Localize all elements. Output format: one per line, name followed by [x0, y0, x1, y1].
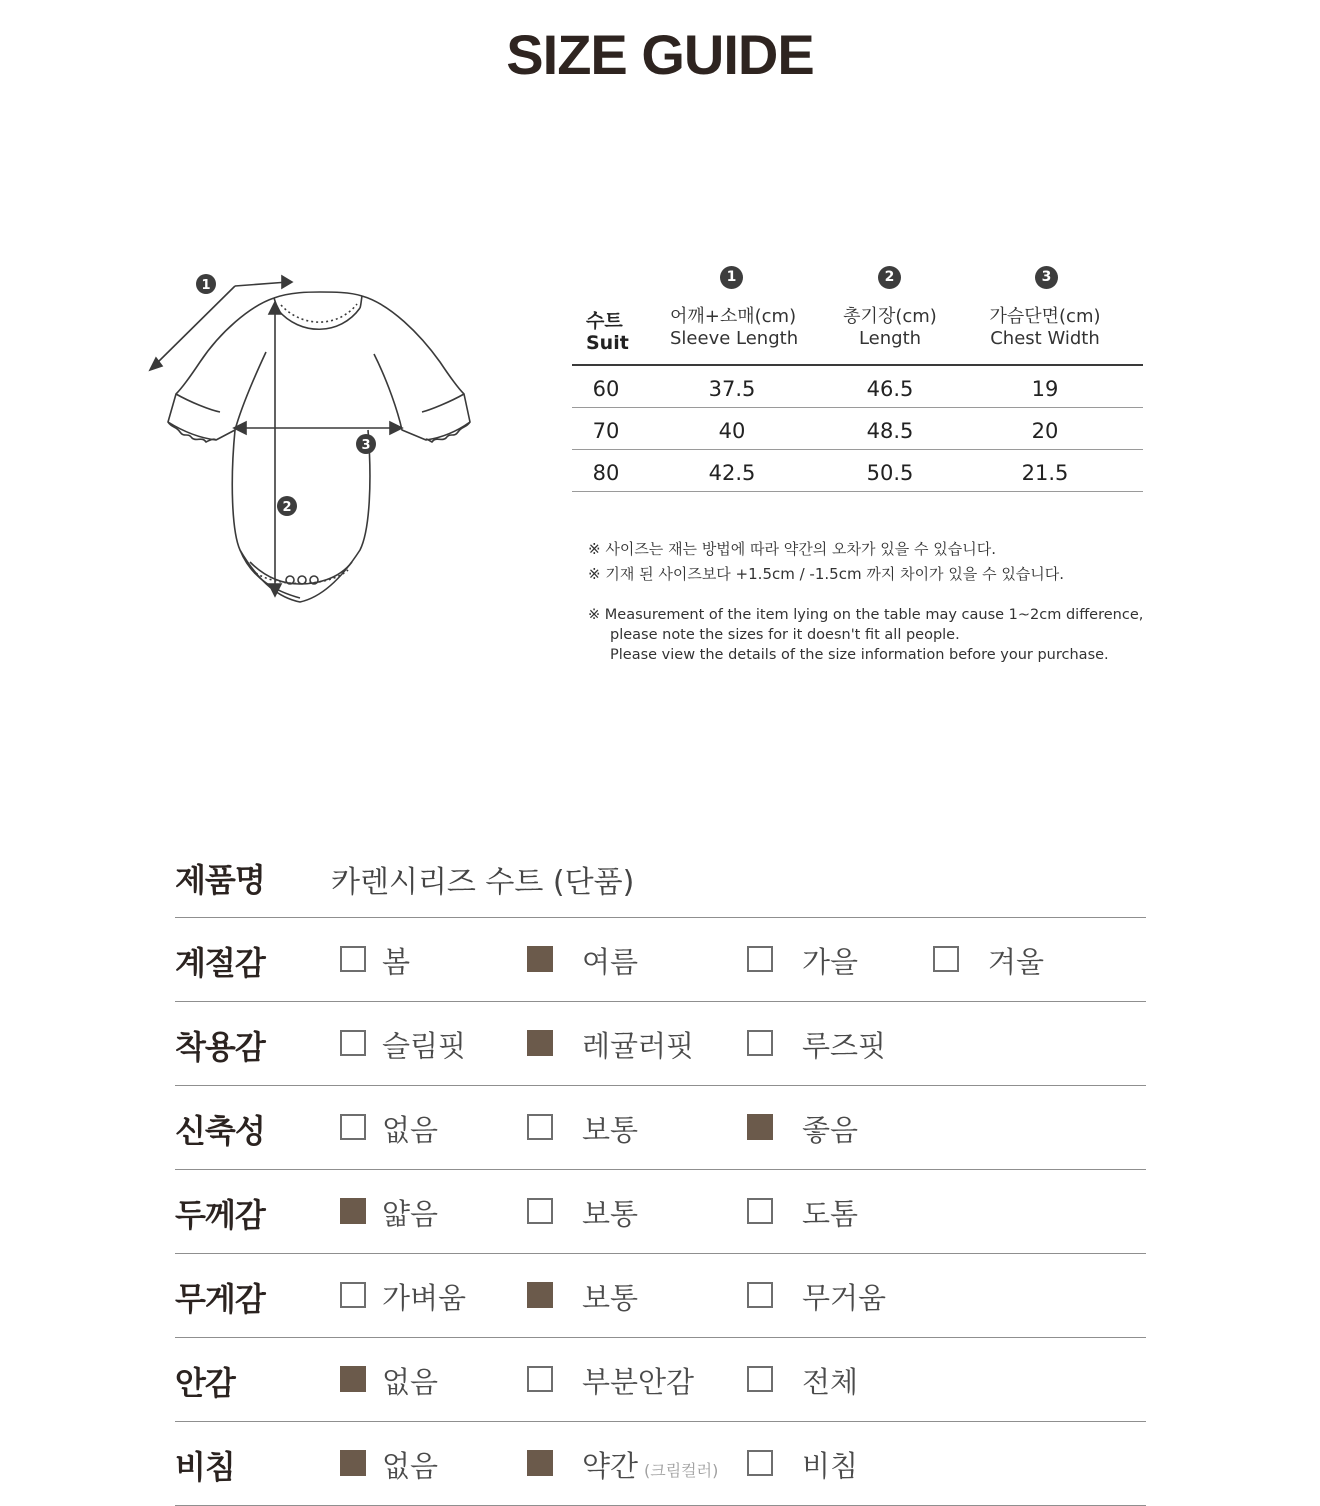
- length-cell: 50.5: [866, 461, 914, 485]
- size-table: [572, 262, 1143, 492]
- column-header-eng: Sleeve Length: [670, 328, 799, 349]
- checked-checkbox-icon: [527, 1450, 553, 1476]
- sleeve-length-cell: 40: [718, 419, 746, 443]
- svg-text:1: 1: [201, 278, 211, 293]
- table-row: [572, 366, 1143, 408]
- option-label: [382, 1276, 466, 1317]
- option-note: (크림컬러): [644, 1461, 719, 1480]
- option-label: [382, 940, 410, 981]
- option-label: [802, 1276, 886, 1317]
- checked-checkbox-icon: [527, 1030, 553, 1056]
- product-info: [175, 835, 1146, 1506]
- checked-checkbox-icon: [340, 1366, 366, 1392]
- note-en-2: please note the sizes for it doesn't fit all people.: [610, 627, 960, 643]
- option-label: [802, 1108, 858, 1149]
- column-header-kor: 가슴단면(cm): [989, 306, 1101, 327]
- marker-1: [196, 274, 216, 294]
- bodysuit-illustration: [140, 262, 480, 612]
- checked-checkbox-icon: [340, 1450, 366, 1476]
- column-number-badge: 3: [1035, 266, 1058, 289]
- suit-label-eng: Suit: [586, 332, 629, 354]
- option-label: [382, 1024, 466, 1065]
- checked-checkbox-icon: [527, 1282, 553, 1308]
- table-row: [572, 450, 1143, 492]
- attribute-label: 비침: [175, 1448, 235, 1486]
- attribute-row: [175, 1002, 1146, 1086]
- option-text: 레귤러핏: [582, 1029, 695, 1063]
- option-text: 무거움: [802, 1281, 887, 1315]
- size-table-header: [572, 262, 1143, 366]
- chest-width-cell: 19: [1031, 377, 1059, 401]
- option-label: [582, 940, 638, 981]
- option-label: [802, 1444, 858, 1485]
- attribute-row: [175, 1422, 1146, 1506]
- svg-text:3: 3: [361, 438, 371, 453]
- option-text: 겨울: [988, 945, 1045, 979]
- attribute-row: [175, 1086, 1146, 1170]
- page-title: SIZE GUIDE: [506, 23, 814, 86]
- option-text: 여름: [582, 945, 639, 979]
- sleeve-length-cell: 42.5: [708, 461, 756, 485]
- size-cell: 60: [592, 377, 620, 401]
- empty-checkbox-icon: [747, 1282, 773, 1308]
- column-number-badge: 1: [720, 266, 743, 289]
- option-text: 가벼움: [382, 1281, 467, 1315]
- length-cell: 46.5: [866, 377, 914, 401]
- option-label: [802, 1024, 886, 1065]
- option-text: 전체: [802, 1365, 859, 1399]
- attribute-label: 두께감: [175, 1196, 265, 1234]
- attribute-row: [175, 1170, 1146, 1254]
- marker-3: [356, 434, 376, 454]
- note-en-1: ※ Measurement of the item lying on the table may cause 1~2cm difference,: [588, 607, 1144, 623]
- product-name-value: 카렌시리즈 수트 (단품): [331, 865, 635, 900]
- empty-checkbox-icon: [747, 1366, 773, 1392]
- option-label: [802, 940, 858, 981]
- empty-checkbox-icon: [527, 1198, 553, 1224]
- attribute-label: 착용감: [175, 1028, 265, 1066]
- option-text: 도톰: [802, 1197, 859, 1231]
- attribute-row: [175, 1338, 1146, 1422]
- table-row: [572, 408, 1143, 450]
- size-cell: 80: [592, 461, 620, 485]
- option-text: 부분안감: [582, 1365, 695, 1399]
- option-text: 슬림핏: [382, 1029, 467, 1063]
- size-cell: 70: [592, 419, 620, 443]
- empty-checkbox-icon: [747, 1030, 773, 1056]
- svg-text:2: 2: [282, 500, 292, 515]
- chest-width-cell: 21.5: [1021, 461, 1069, 485]
- checked-checkbox-icon: [527, 946, 553, 972]
- note-kor-2: ※ 기재 된 사이즈보다 +1.5cm / -1.5cm 까지 차이가 있을 수 있습니다.: [588, 565, 1065, 583]
- column-header-kor: 총기장(cm): [843, 306, 937, 327]
- attribute-label: 신축성: [175, 1112, 265, 1150]
- option-label: [382, 1444, 438, 1485]
- marker-2: [277, 496, 297, 516]
- attribute-label: 안감: [175, 1364, 235, 1402]
- length-cell: 48.5: [866, 419, 914, 443]
- empty-checkbox-icon: [340, 1282, 366, 1308]
- column-number-badge: 2: [878, 266, 901, 289]
- chest-width-cell: 20: [1031, 419, 1059, 443]
- option-label: [382, 1192, 438, 1233]
- column-header-eng: Chest Width: [990, 328, 1100, 349]
- option-label: [802, 1192, 858, 1233]
- empty-checkbox-icon: [340, 1114, 366, 1140]
- option-text: 가을: [802, 945, 859, 979]
- empty-checkbox-icon: [747, 946, 773, 972]
- product-name-label: 제품명: [175, 861, 265, 899]
- option-label: [582, 1192, 638, 1233]
- empty-checkbox-icon: [933, 946, 959, 972]
- sleeve-length-cell: 37.5: [708, 377, 756, 401]
- empty-checkbox-icon: [747, 1450, 773, 1476]
- option-label: [582, 1108, 638, 1149]
- option-text: 봄: [382, 945, 411, 979]
- option-text: 없음: [382, 1365, 439, 1399]
- option-label: [582, 1444, 718, 1485]
- option-text: 없음: [382, 1449, 439, 1483]
- option-text: 보통: [582, 1113, 639, 1147]
- checked-checkbox-icon: [340, 1198, 366, 1224]
- column-header-eng: Length: [858, 328, 922, 349]
- suit-label-kor: 수트: [586, 310, 623, 332]
- option-text: 보통: [582, 1281, 639, 1315]
- attribute-label: 무게감: [175, 1280, 265, 1318]
- option-text: 없음: [382, 1113, 439, 1147]
- option-text: 루즈핏: [802, 1029, 887, 1063]
- attribute-row: [175, 918, 1146, 1002]
- product-name-row: [175, 835, 1146, 918]
- option-label: [988, 940, 1044, 981]
- empty-checkbox-icon: [340, 946, 366, 972]
- column-header-kor: 어깨+소매(cm): [670, 306, 797, 327]
- attribute-row: [175, 1254, 1146, 1338]
- option-text: 얇음: [382, 1197, 439, 1231]
- option-text: 약간: [582, 1449, 639, 1483]
- option-label: [582, 1360, 694, 1401]
- note-en-3: Please view the details of the size information before your purchase.: [610, 647, 1109, 663]
- empty-checkbox-icon: [527, 1114, 553, 1140]
- option-label: [582, 1276, 638, 1317]
- empty-checkbox-icon: [527, 1366, 553, 1392]
- option-label: [582, 1024, 694, 1065]
- attribute-label: 계절감: [175, 944, 265, 982]
- empty-checkbox-icon: [340, 1030, 366, 1056]
- empty-checkbox-icon: [747, 1198, 773, 1224]
- option-label: [802, 1360, 858, 1401]
- checked-checkbox-icon: [747, 1114, 773, 1140]
- option-label: [382, 1360, 438, 1401]
- option-text: 비침: [802, 1449, 859, 1483]
- note-kor-1: ※ 사이즈는 재는 방법에 따라 약간의 오차가 있을 수 있습니다.: [588, 540, 997, 558]
- option-text: 보통: [582, 1197, 639, 1231]
- option-text: 좋음: [802, 1113, 859, 1147]
- size-notes: [588, 537, 1148, 665]
- option-label: [382, 1108, 438, 1149]
